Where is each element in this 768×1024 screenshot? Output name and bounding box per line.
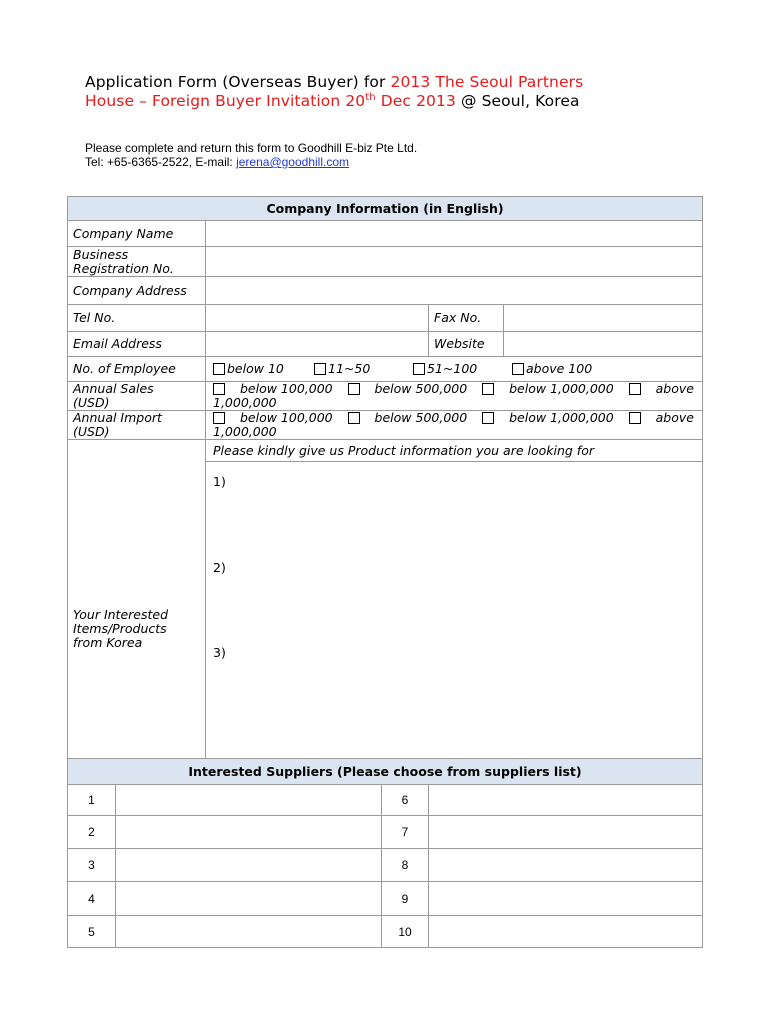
sales-option-4-cont: 1,000,000 bbox=[213, 395, 277, 410]
option-label: 11~50 bbox=[328, 361, 371, 376]
suppliers-header: Interested Suppliers (Please choose from suppliers list) bbox=[68, 759, 703, 785]
checkbox-import-3[interactable] bbox=[482, 412, 494, 424]
supplier-field-2[interactable] bbox=[116, 816, 382, 849]
interest-label-3: from Korea bbox=[73, 635, 143, 650]
item-3-label: 3) bbox=[213, 645, 226, 660]
supplier-number: 8 bbox=[382, 849, 429, 882]
tel-field[interactable] bbox=[206, 305, 429, 332]
application-form-table bbox=[67, 196, 703, 948]
company-name-field[interactable] bbox=[206, 221, 703, 247]
interest-label-1: Your Interested bbox=[73, 607, 169, 622]
supplier-number: 1 bbox=[68, 785, 116, 816]
supplier-number: 3 bbox=[68, 849, 116, 882]
event-date: Dec 2013 bbox=[375, 92, 456, 110]
date-suffix: th bbox=[365, 91, 376, 103]
sales-label-2: (USD) bbox=[73, 395, 110, 410]
option-label: 51~100 bbox=[427, 361, 478, 376]
checkbox-sales-3[interactable] bbox=[482, 383, 494, 395]
supplier-field-7[interactable] bbox=[429, 816, 703, 849]
interest-prompt: Please kindly give us Product information you are looking for bbox=[206, 440, 703, 462]
import-label-1: Annual Import bbox=[73, 410, 162, 425]
checkbox-sales-4[interactable] bbox=[629, 383, 641, 395]
interested-items-field[interactable] bbox=[206, 462, 703, 759]
annual-import-options bbox=[206, 411, 703, 440]
checkbox-sales-2[interactable] bbox=[348, 383, 360, 395]
import-label-2: (USD) bbox=[73, 424, 110, 439]
sales-option-1: below 100,000 bbox=[239, 381, 333, 396]
import-option-2: below 500,000 bbox=[374, 410, 468, 425]
checkbox[interactable] bbox=[512, 363, 524, 375]
intro-text bbox=[85, 141, 725, 169]
item-1-label: 1) bbox=[213, 474, 226, 489]
supplier-number: 10 bbox=[382, 916, 429, 948]
supplier-field-4[interactable] bbox=[116, 882, 382, 916]
checkbox-import-2[interactable] bbox=[348, 412, 360, 424]
sales-option-2: below 500,000 bbox=[374, 381, 468, 396]
website-field[interactable] bbox=[504, 332, 703, 357]
supplier-number: 9 bbox=[382, 882, 429, 916]
checkbox[interactable] bbox=[413, 363, 425, 375]
email-link[interactable]: jerena@goodhill.com bbox=[236, 155, 350, 169]
fax-field[interactable] bbox=[504, 305, 703, 332]
interested-items-label bbox=[68, 440, 206, 759]
supplier-number: 7 bbox=[382, 816, 429, 849]
option-label: above 100 bbox=[526, 361, 593, 376]
event-name-cont: House – Foreign Buyer Invitation 20 bbox=[85, 92, 366, 110]
tel-label: Tel No. bbox=[68, 305, 206, 332]
supplier-field-9[interactable] bbox=[429, 882, 703, 916]
fax-label: Fax No. bbox=[429, 305, 504, 332]
annual-sales-options bbox=[206, 382, 703, 411]
employee-option-2[interactable] bbox=[314, 362, 413, 376]
company-info-header: Company Information (in English) bbox=[68, 197, 703, 221]
supplier-field-3[interactable] bbox=[116, 849, 382, 882]
annual-sales-label bbox=[68, 382, 206, 411]
supplier-field-6[interactable] bbox=[429, 785, 703, 816]
checkbox-sales-1[interactable] bbox=[213, 383, 225, 395]
supplier-number: 2 bbox=[68, 816, 116, 849]
business-reg-field[interactable] bbox=[206, 247, 703, 277]
company-address-label: Company Address bbox=[68, 277, 206, 305]
event-location: @ Seoul, Korea bbox=[455, 92, 580, 110]
company-name-label: Company Name bbox=[68, 221, 206, 247]
company-address-field[interactable] bbox=[206, 277, 703, 305]
item-2-label: 2) bbox=[213, 560, 226, 575]
supplier-field-1[interactable] bbox=[116, 785, 382, 816]
import-option-4: above bbox=[655, 410, 694, 425]
employee-option-4[interactable] bbox=[512, 362, 592, 376]
checkbox[interactable] bbox=[314, 363, 326, 375]
email-field[interactable] bbox=[206, 332, 429, 357]
title-text: Application Form (Overseas Buyer) for bbox=[85, 73, 391, 91]
intro-line-1: Please complete and return this form to Goodhill E-biz Pte Ltd. bbox=[85, 141, 418, 155]
employee-options bbox=[206, 357, 703, 382]
import-option-1: below 100,000 bbox=[239, 410, 333, 425]
website-label: Website bbox=[429, 332, 504, 357]
supplier-field-8[interactable] bbox=[429, 849, 703, 882]
form-title bbox=[85, 73, 725, 111]
business-reg-label-1: Business bbox=[73, 246, 129, 262]
supplier-field-10[interactable] bbox=[429, 916, 703, 948]
interest-label-2: Items/Products bbox=[73, 621, 167, 636]
business-reg-label-2: Registration No. bbox=[73, 260, 174, 276]
supplier-number: 6 bbox=[382, 785, 429, 816]
employee-label: No. of Employee bbox=[68, 357, 206, 382]
import-option-4-cont: 1,000,000 bbox=[213, 424, 277, 439]
sales-option-3: below 1,000,000 bbox=[509, 381, 614, 396]
import-option-3: below 1,000,000 bbox=[509, 410, 614, 425]
checkbox-import-1[interactable] bbox=[213, 412, 225, 424]
intro-line-2 bbox=[85, 155, 725, 169]
annual-import-label bbox=[68, 411, 206, 440]
title-line-1 bbox=[85, 73, 725, 92]
title-line-2 bbox=[85, 92, 725, 111]
supplier-field-5[interactable] bbox=[116, 916, 382, 948]
sales-option-4: above bbox=[655, 381, 694, 396]
supplier-number: 5 bbox=[68, 916, 116, 948]
employee-option-3[interactable] bbox=[413, 362, 512, 376]
event-name: 2013 The Seoul Partners bbox=[390, 73, 584, 91]
business-reg-label bbox=[68, 247, 206, 277]
sales-label-1: Annual Sales bbox=[73, 381, 154, 396]
option-label: below 10 bbox=[227, 361, 284, 376]
supplier-number: 4 bbox=[68, 882, 116, 916]
email-label: Email Address bbox=[68, 332, 206, 357]
contact-info: Tel: +65-6365-2522, E-mail: bbox=[85, 155, 237, 169]
employee-option-1[interactable] bbox=[213, 362, 314, 376]
checkbox[interactable] bbox=[213, 363, 225, 375]
checkbox-import-4[interactable] bbox=[629, 412, 641, 424]
